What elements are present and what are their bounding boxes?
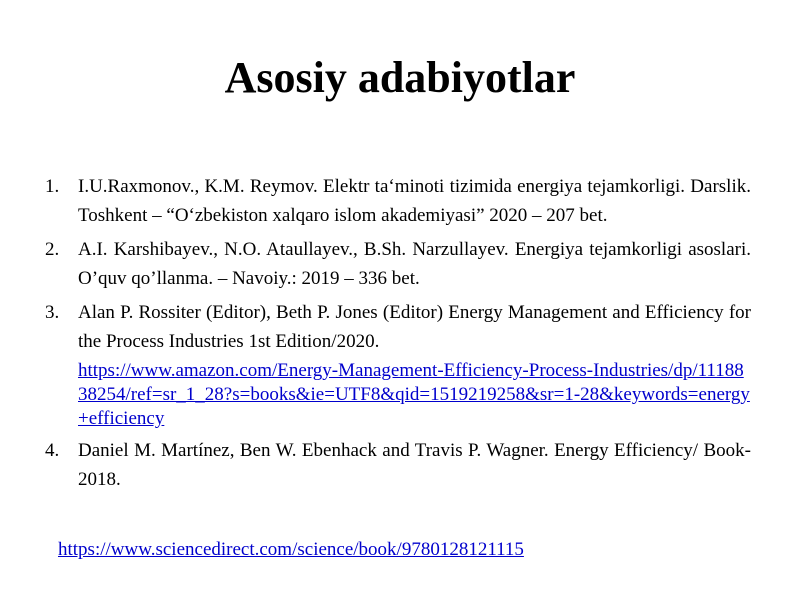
reference-text: Alan P. Rossiter (Editor), Beth P. Jones (Editor) Energy Management and Efficiency for the Process Industries 1st Edition/2020. — [78, 302, 751, 352]
reference-number: 2. — [45, 239, 60, 260]
reference-number: 4. — [45, 440, 60, 461]
reference-item-2 — [45, 235, 751, 293]
reference-item-1 — [45, 172, 751, 230]
reference-text: Daniel M. Martínez, Ben W. Ebenhack and Travis P. Wagner. Energy Efficiency/ Book-2018. — [78, 440, 751, 490]
reference-number: 1. — [45, 176, 60, 197]
reference-text: A.I. Karshibayev., N.O. Ataullayev., B.Sh. Narzullayev. Energiya tejamkorligi asoslari. O’quv qo’llanma. – Navoiy.: 2019 – 336 bet. — [78, 239, 751, 289]
slide-title: Asosiy adabiyotlar — [224, 53, 576, 102]
reference-number: 3. — [45, 302, 60, 323]
reference-item-3 — [45, 298, 751, 431]
amazon-book-link[interactable]: https://www.amazon.com/Energy-Management-Efficiency-Process-Industries/dp/1118838254/ref=sr_1_28?s=books&ie=UTF8&qid=1519219258&sr=1-28&keywords=energy+efficiency — [78, 360, 750, 429]
reference-item-4 — [45, 436, 751, 494]
reference-list — [45, 172, 751, 499]
reference-text: I.U.Raxmonov., K.M. Reymov. Elektr ta‘minoti tizimida energiya tejamkorligi. Darslik. Toshkent – “O‘zbekiston xalqaro islom akademiyasi” 2020 – 207 bet. — [78, 176, 751, 226]
sciencedirect-book-link[interactable]: https://www.sciencedirect.com/science/book/9780128121115 — [58, 539, 524, 560]
